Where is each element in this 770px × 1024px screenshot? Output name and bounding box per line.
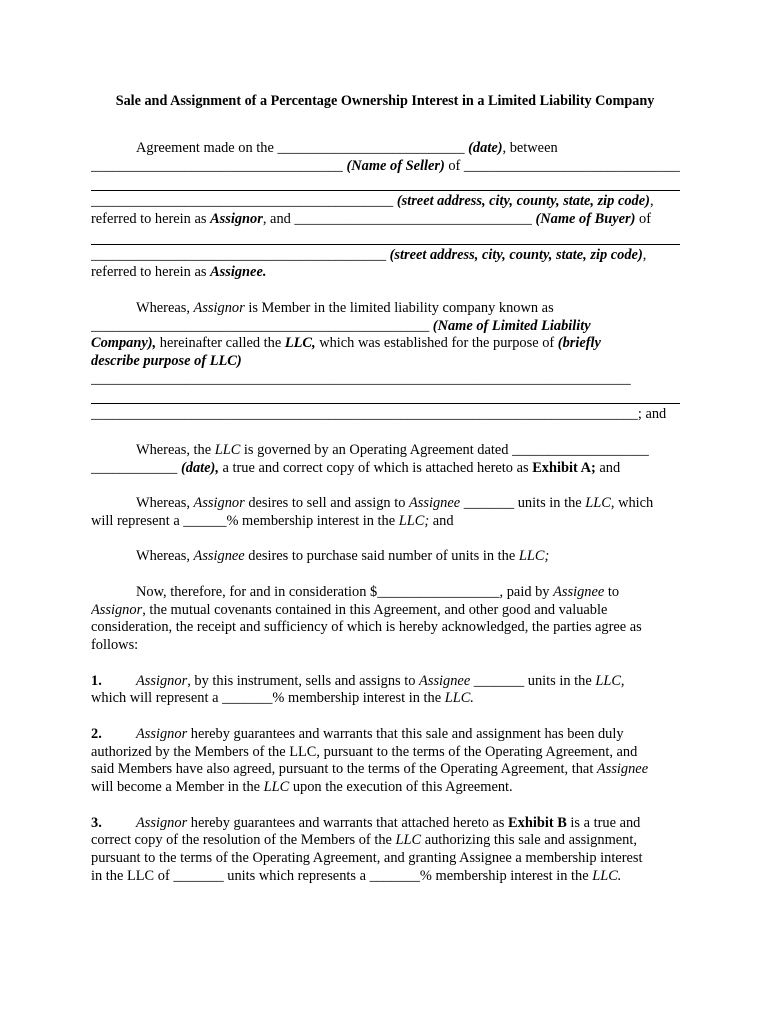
text-segment: Assignor xyxy=(136,725,188,742)
document-body xyxy=(91,140,680,886)
text-line xyxy=(91,140,680,158)
text-line xyxy=(91,726,680,744)
text-segment: Whereas, xyxy=(136,548,194,565)
text-segment: describe purpose of LLC) xyxy=(91,353,242,369)
paragraph xyxy=(91,815,680,886)
text-segment: a true and correct copy of which is attached hereto as xyxy=(218,459,533,476)
text-segment: Assignee xyxy=(553,583,605,600)
text-segment: hereby guarantees and warrants that attached hereto as xyxy=(187,814,509,831)
text-segment: , the mutual covenants contained in this Agreement, and other good and valuable xyxy=(142,601,608,618)
text-segment: Assignee xyxy=(419,672,471,689)
text-segment: said Members have also agreed, pursuant to the terms of the Operating Agreement, that xyxy=(91,761,597,778)
text-segment: is a true and xyxy=(566,814,641,831)
text-segment: LLC xyxy=(263,779,290,795)
text-segment: LLC xyxy=(585,495,611,511)
text-segment: (date) xyxy=(468,140,503,156)
paragraph xyxy=(91,673,680,709)
text-line xyxy=(91,637,680,655)
text-segment: _______ units in the xyxy=(470,672,596,689)
text-line xyxy=(91,815,680,833)
paragraph xyxy=(91,300,680,424)
text-segment: desires to purchase said number of units in the xyxy=(244,548,519,565)
text-segment: Assignor xyxy=(210,211,263,227)
text-segment: Assignor xyxy=(136,814,188,831)
text-line xyxy=(91,264,680,282)
paragraph xyxy=(91,495,680,531)
text-line xyxy=(91,619,680,637)
text-segment: ___________________________________ xyxy=(91,157,347,174)
text-segment: correct copy of the resolution of the Members of the xyxy=(91,832,396,849)
paragraph-gap xyxy=(91,424,680,442)
section-number: 3. xyxy=(91,814,102,831)
section-number: 1. xyxy=(91,672,102,689)
text-segment: follows: xyxy=(91,637,139,653)
text-segment: referred to herein as xyxy=(91,264,211,281)
text-line xyxy=(91,442,680,460)
text-segment: authorizing this sale and assignment, xyxy=(421,832,637,849)
document-title: Sale and Assignment of a Percentage Ownership Interest in a Limited Liability Company xyxy=(115,93,655,109)
text-segment: is governed by an Operating Agreement dated ___________________ xyxy=(240,441,649,458)
text-segment: Exhibit A; xyxy=(532,459,596,476)
text-segment: LLC, xyxy=(595,672,625,689)
text-line xyxy=(91,371,680,389)
blank-rule-line xyxy=(91,229,680,247)
text-line xyxy=(91,832,680,850)
text-segment: LLC xyxy=(395,832,422,849)
text-segment: _______ units in the xyxy=(460,495,586,511)
text-segment: Exhibit B xyxy=(508,814,567,831)
text-line xyxy=(91,761,680,779)
text-line xyxy=(91,193,680,211)
text-segment: Agreement made on the __________________________ xyxy=(136,140,469,156)
text-line xyxy=(91,690,680,708)
text-segment: (street address, city, county, state, zip code) xyxy=(396,193,650,210)
text-segment: Company), xyxy=(91,335,157,352)
text-segment: Assignee. xyxy=(210,264,267,281)
text-line xyxy=(91,300,680,318)
text-segment: , and _________________________________ xyxy=(262,211,536,227)
text-line xyxy=(91,602,680,620)
text-segment: Assignor xyxy=(193,495,245,511)
text-line xyxy=(91,495,680,513)
text-segment: referred to herein as xyxy=(91,211,211,227)
text-segment: consideration, the receipt and sufficiency of which is hereby acknowledged, the parties agree as xyxy=(91,619,642,636)
text-line xyxy=(91,335,680,353)
paragraph-gap xyxy=(91,797,680,815)
text-segment: _________________________________________ xyxy=(91,246,390,263)
text-segment: (Name of Limited Liability xyxy=(432,317,591,334)
text-segment: LLC, xyxy=(284,335,316,352)
text-line xyxy=(91,548,680,566)
text-segment: upon the execution of this Agreement. xyxy=(289,779,513,795)
paragraph xyxy=(91,548,680,566)
text-segment: , by this instrument, sells and assigns to xyxy=(187,672,420,689)
paragraph xyxy=(91,140,680,282)
text-segment: hereinafter called the xyxy=(156,335,285,352)
text-segment: (briefly xyxy=(557,335,601,352)
paragraph xyxy=(91,442,680,478)
text-segment: LLC. xyxy=(592,867,622,884)
text-segment: LLC xyxy=(214,441,241,458)
text-segment: hereby guarantees and warrants that this sale and assignment has been duly xyxy=(187,725,624,742)
text-line xyxy=(91,850,680,868)
text-segment: and xyxy=(595,459,621,476)
text-segment: is Member in the limited liability company known as xyxy=(244,299,554,316)
text-segment: , xyxy=(649,193,654,210)
text-segment: will become a Member in the xyxy=(91,779,264,795)
text-segment: __________________________________________ xyxy=(91,193,397,210)
text-segment: (date), xyxy=(180,459,219,476)
blank-rule-line xyxy=(91,389,680,407)
paragraph xyxy=(91,726,680,797)
text-segment: ____________________________________________________________________________ xyxy=(91,406,638,423)
text-segment: (Name of Buyer) xyxy=(535,211,636,227)
paragraph-gap xyxy=(91,477,680,495)
text-segment: , between xyxy=(502,140,558,156)
text-segment: ___________________________________________________________________________ xyxy=(91,370,631,387)
text-line xyxy=(91,513,680,531)
text-segment: Assignee xyxy=(596,761,649,778)
text-segment: Whereas, xyxy=(136,495,194,511)
text-segment: of ______________________________ xyxy=(444,157,680,174)
text-line xyxy=(91,584,680,602)
text-line xyxy=(91,211,680,229)
text-segment: Assignor xyxy=(136,672,188,689)
text-line xyxy=(91,779,680,797)
text-line xyxy=(91,868,680,886)
paragraph xyxy=(91,584,680,655)
text-segment: (street address, city, county, state, zip code) xyxy=(389,246,643,263)
paragraph-gap xyxy=(91,282,680,300)
text-segment: , which xyxy=(610,495,654,511)
blank-rule-line xyxy=(91,176,680,194)
text-segment: Assignor xyxy=(193,299,245,316)
text-segment: (Name of Seller) xyxy=(346,157,445,174)
text-line xyxy=(91,318,680,336)
text-segment: LLC; xyxy=(398,512,430,529)
text-segment: desires to sell and assign to xyxy=(244,495,409,511)
text-segment: ____________ xyxy=(91,459,181,476)
text-line xyxy=(91,460,680,478)
section-number: 2. xyxy=(91,725,102,742)
text-line xyxy=(91,744,680,762)
text-segment: and xyxy=(429,512,454,529)
text-line xyxy=(91,406,680,424)
text-line xyxy=(91,247,680,265)
text-segment: LLC. xyxy=(444,690,474,707)
text-segment: pursuant to the terms of the Operating Agreement, and granting Assignee a membership interest xyxy=(91,850,643,866)
text-segment: _______________________________________________ xyxy=(91,317,433,334)
text-segment: Whereas, xyxy=(136,299,194,316)
text-segment: Now, therefore, for and in consideration $_________________, paid by xyxy=(136,583,554,600)
text-segment: Assignee xyxy=(193,548,245,565)
text-line xyxy=(91,673,680,691)
text-segment: to xyxy=(604,583,620,600)
text-segment: ; and xyxy=(637,406,667,423)
text-segment: Assignor xyxy=(91,601,143,618)
text-segment: Whereas, the xyxy=(136,441,215,458)
text-segment: which will represent a _______% membership interest in the xyxy=(91,690,445,707)
text-segment: Assignee xyxy=(409,495,461,511)
text-segment: will represent a ______% membership interest in the xyxy=(91,512,399,529)
paragraph-gap xyxy=(91,531,680,549)
paragraph-gap xyxy=(91,655,680,673)
text-segment: which was established for the purpose of xyxy=(315,335,558,352)
text-segment: in the LLC of _______ units which represents a _______% membership interest in the xyxy=(91,867,593,884)
paragraph-gap xyxy=(91,566,680,584)
text-line xyxy=(91,353,680,371)
text-line xyxy=(91,158,680,176)
text-segment: authorized by the Members of the LLC, pursuant to the terms of the Operating Agreement, and xyxy=(91,743,638,760)
paragraph-gap xyxy=(91,708,680,726)
text-segment: of xyxy=(635,211,651,227)
text-segment: , xyxy=(642,246,647,263)
text-segment: LLC; xyxy=(518,548,550,565)
